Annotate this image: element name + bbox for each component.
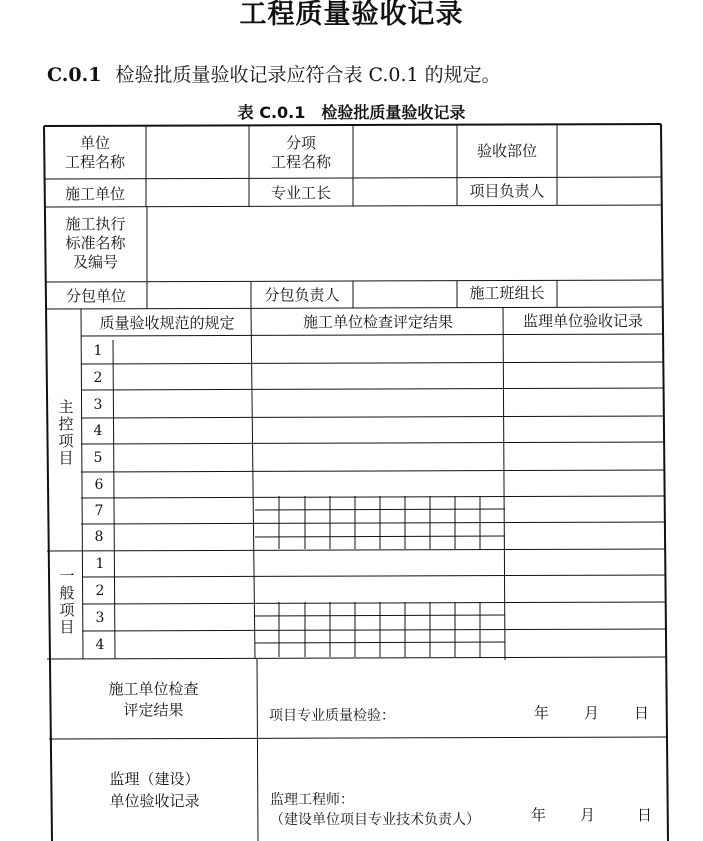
date-day: 日 xyxy=(637,806,653,824)
grid-line xyxy=(47,657,666,659)
grid-line xyxy=(81,309,83,659)
grid-line xyxy=(251,309,255,659)
date-month: 月 xyxy=(584,704,600,722)
professional-foreman-label: 专业工长 xyxy=(270,184,331,202)
grid-line xyxy=(113,340,115,659)
grid-line xyxy=(44,124,661,126)
main-item-number: 3 xyxy=(93,397,103,413)
grid-line xyxy=(81,522,665,524)
grid-line xyxy=(81,496,665,498)
clause-number: C.0.1 xyxy=(47,64,102,86)
main-item-number: 7 xyxy=(94,503,104,519)
grid-line xyxy=(81,334,664,336)
unit-project-name-label: 单位 工程名称 xyxy=(64,134,125,171)
general-item-number: 1 xyxy=(95,556,105,572)
construction-check-label: 施工单位检查 评定结果 xyxy=(108,680,199,719)
grid-line xyxy=(81,416,664,418)
subcontractor-leader-label: 分包负责人 xyxy=(264,286,340,304)
grid-line xyxy=(661,124,668,841)
table-caption: 表 C.0.1 检验批质量验收记录 xyxy=(237,103,466,122)
main-item-number: 6 xyxy=(94,477,104,493)
grid-line xyxy=(81,442,665,444)
main-item-number: 5 xyxy=(93,450,103,466)
grid-line xyxy=(49,737,667,739)
quality-inspector-label: 项目专业质量检验： xyxy=(269,708,395,724)
subcontractor-unit-label: 分包单位 xyxy=(65,287,126,305)
grid-line xyxy=(81,388,664,390)
date-month: 月 xyxy=(580,806,596,824)
grid-line xyxy=(47,549,666,551)
sub-project-name-label: 分项 工程名称 xyxy=(270,134,331,171)
grid-line xyxy=(82,575,666,577)
grid-line xyxy=(45,307,663,309)
main-item-number: 4 xyxy=(93,423,103,439)
grid-line xyxy=(81,362,664,364)
grid-line xyxy=(503,307,505,660)
clause-text: 检验批质量验收记录应符合表 C.0.1 的规定。 xyxy=(115,64,501,86)
spec-header: 质量验收规范的规定 xyxy=(99,314,235,332)
main-items-label: 主控项目 xyxy=(58,398,74,467)
construction-unit-label: 施工单位 xyxy=(64,185,125,203)
date-year: 年 xyxy=(531,806,547,824)
grid-line xyxy=(82,629,666,631)
execution-standard-label: 施工执行 标准名称 及编号 xyxy=(65,215,126,271)
grid-line xyxy=(257,659,258,841)
main-item-number: 8 xyxy=(94,529,104,545)
page-title: 工程质量验收记录 xyxy=(239,0,464,30)
acceptance-part-label: 验收部位 xyxy=(476,142,537,160)
check-result-header: 施工单位检查评定结果 xyxy=(302,313,453,331)
supervision-label: 监理（建设） 单位验收记录 xyxy=(109,770,200,810)
main-item-number: 1 xyxy=(93,343,103,359)
grid-line xyxy=(81,470,665,472)
grid-line xyxy=(45,280,663,282)
project-leader-label: 项目负责人 xyxy=(469,182,545,200)
grid-line xyxy=(82,602,666,604)
main-item-number: 2 xyxy=(93,370,103,386)
team-leader-label: 施工班组长 xyxy=(469,284,545,302)
general-item-number: 3 xyxy=(95,610,105,626)
general-item-number: 2 xyxy=(95,583,105,599)
supervision-engineer-label: 监理工程师： （建设单位项目专业技术负责人） xyxy=(270,792,480,828)
supervision-record-header: 监理单位验收记录 xyxy=(522,312,643,330)
general-item-number: 4 xyxy=(95,637,105,653)
date-year: 年 xyxy=(534,704,550,722)
date-day: 日 xyxy=(634,704,650,722)
general-items-label: 一般项目 xyxy=(59,567,75,636)
